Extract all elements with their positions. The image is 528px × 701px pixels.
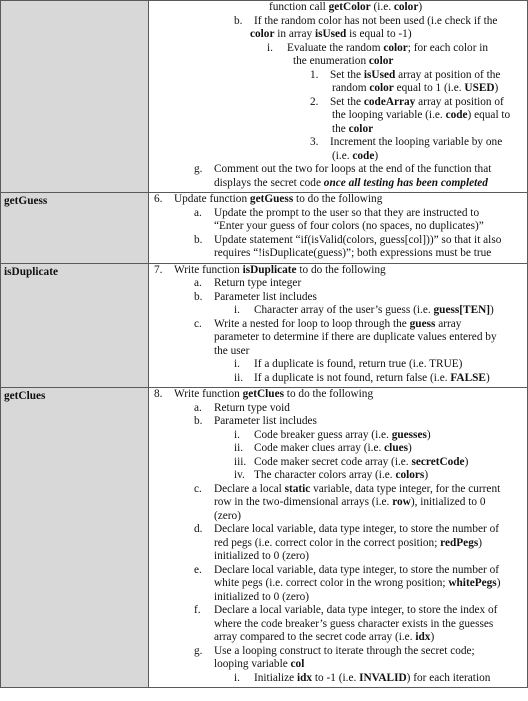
instruction-text: Update statement “if(isValid(colors, guess[col]))” so that it also xyxy=(214,233,502,246)
instruction-line xyxy=(149,358,525,372)
instruction-text: If a duplicate is found, return true (i.e. TRUE) xyxy=(254,358,463,370)
instructions-table-body xyxy=(1,1,528,688)
instruction-line xyxy=(149,631,525,645)
list-marker: 7. xyxy=(154,263,163,276)
bold-term: guess xyxy=(409,317,436,330)
bold-term: getGuess xyxy=(249,193,294,205)
bold-term: idx xyxy=(415,631,431,643)
instruction-line xyxy=(149,247,525,261)
instruction-text: Code maker clues array (i.e. clues) xyxy=(254,442,412,454)
instruction-text: the color xyxy=(332,122,374,135)
instruction-text: random color equal to 1 (i.e. USED) xyxy=(332,82,499,94)
table-row xyxy=(1,388,528,688)
bold-term: redPegs xyxy=(440,536,479,549)
instruction-text: Initialize idx to -1 (i.e. INVALID) for each iteration xyxy=(254,671,491,684)
function-name-cell: getClues xyxy=(1,388,149,688)
table-row xyxy=(1,263,528,388)
instruction-text: Write a nested for loop to loop through the guess array xyxy=(214,317,462,330)
instruction-line xyxy=(149,429,525,443)
instruction-text: the user xyxy=(214,344,250,357)
instruction-line xyxy=(149,220,525,234)
bold-term: color xyxy=(383,41,408,54)
instruction-line xyxy=(149,537,525,551)
instruction-text: initialized to 0 (zero) xyxy=(214,590,310,603)
instruction-line xyxy=(149,304,525,318)
instruction-line xyxy=(149,55,525,69)
instruction-text: Code breaker guess array (i.e. guesses) xyxy=(254,428,431,441)
list-marker: b. xyxy=(234,14,243,27)
instruction-line xyxy=(149,96,525,110)
instruction-text: Increment the looping variable by one xyxy=(330,136,503,148)
instruction-text: Code maker secret code array (i.e. secretCode) xyxy=(254,455,469,468)
instruction-text: (i.e. code) xyxy=(332,149,379,162)
list-marker: c. xyxy=(194,317,202,330)
instruction-line xyxy=(149,163,525,177)
instruction-line xyxy=(149,82,525,96)
instruction-text: red pegs (i.e. correct color in the correct position; redPegs) xyxy=(214,536,483,549)
bold-term: secretCode xyxy=(411,455,465,468)
instruction-text: Declare a local static variable, data type integer, for the current xyxy=(214,482,501,495)
instruction-line xyxy=(149,372,525,386)
list-marker: b. xyxy=(194,233,203,246)
list-marker: c. xyxy=(194,482,202,495)
list-marker: a. xyxy=(194,277,202,289)
list-marker: ii. xyxy=(234,442,244,454)
instruction-line xyxy=(149,291,525,305)
instruction-line xyxy=(149,69,525,83)
instruction-text: Update function getGuess to do the following xyxy=(174,193,383,205)
instruction-line xyxy=(149,645,525,659)
instruction-line xyxy=(149,177,525,191)
bold-term: color xyxy=(369,82,394,94)
instruction-line xyxy=(149,456,525,470)
instruction-text: Comment out the two for loops at the end of the function that xyxy=(214,163,492,175)
bold-term: codeArray xyxy=(363,95,416,108)
table-row xyxy=(1,1,528,193)
list-marker: i. xyxy=(234,358,240,370)
bold-term: code xyxy=(445,109,468,121)
list-marker: a. xyxy=(194,401,202,414)
bold-term: static xyxy=(284,482,311,495)
instruction-cell xyxy=(149,1,528,193)
instruction-text: Update the prompt to the user so that they are instructed to xyxy=(214,206,480,219)
instruction-text: the looping variable (i.e. code) equal to xyxy=(332,109,511,121)
bold-term: colors xyxy=(395,469,425,481)
bold-term: color xyxy=(393,1,419,13)
instruction-line xyxy=(149,388,525,402)
instruction-text: Set the codeArray array at position of xyxy=(330,95,504,108)
bold-term: getColor xyxy=(328,1,371,13)
instruction-line xyxy=(149,658,525,672)
list-marker: i. xyxy=(234,304,240,316)
list-marker: b. xyxy=(194,415,203,427)
instruction-line xyxy=(149,483,525,497)
list-marker: 8. xyxy=(154,388,163,400)
instruction-line xyxy=(149,234,525,248)
instruction-text: displays the secret code once all testing has been completed xyxy=(214,176,488,189)
instruction-line xyxy=(149,136,525,150)
instruction-text: color in array isUsed is equal to -1) xyxy=(250,28,412,40)
instruction-text: array compared to the secret code array (i.e. idx) xyxy=(214,631,435,643)
instruction-line xyxy=(149,331,525,345)
instruction-line xyxy=(149,618,525,632)
instruction-line xyxy=(149,402,525,416)
instruction-text: Write function getClues to do the following xyxy=(174,388,374,400)
instruction-line xyxy=(149,277,525,291)
list-marker: g. xyxy=(194,163,203,175)
instruction-text: Character array of the user’s guess (i.e. guess[TEN]) xyxy=(254,304,494,316)
bold-term: guess[TEN] xyxy=(433,304,491,316)
instruction-text: looping variable col xyxy=(214,658,305,670)
instruction-line xyxy=(149,577,525,591)
bold-term: idx xyxy=(296,671,313,684)
instruction-line xyxy=(149,564,525,578)
bold-term: USED xyxy=(464,82,495,94)
instruction-text: Declare local variable, data type integer, to store the number of xyxy=(214,563,499,576)
list-marker: i. xyxy=(234,428,240,441)
list-marker: 6. xyxy=(154,193,163,205)
instruction-text: If a duplicate is not found, return false (i.e. FALSE) xyxy=(254,371,490,384)
instruction-text: initialized to 0 (zero) xyxy=(214,550,310,562)
instruction-text: Parameter list includes xyxy=(214,415,317,427)
instruction-line xyxy=(149,109,525,123)
bold-term: row xyxy=(392,496,411,508)
bold-term: color xyxy=(348,122,374,135)
instruction-line xyxy=(149,150,525,164)
instruction-line xyxy=(149,496,525,510)
bold-term: guesses xyxy=(391,428,427,441)
list-marker: 1. xyxy=(310,68,319,81)
bold-term: INVALID xyxy=(359,671,407,684)
instruction-line xyxy=(149,442,525,456)
list-marker: ii. xyxy=(234,371,244,384)
list-marker: a. xyxy=(194,206,202,219)
instruction-line xyxy=(149,550,525,564)
instruction-text: (zero) xyxy=(214,509,241,522)
instruction-line xyxy=(149,123,525,137)
instruction-cell xyxy=(149,193,528,264)
list-marker: b. xyxy=(194,290,203,303)
instruction-text: If the random color has not been used (i.e check if the xyxy=(254,14,498,27)
bold-term: color xyxy=(250,28,275,40)
bold-term: whitePegs xyxy=(448,577,497,589)
instruction-line xyxy=(149,672,525,686)
list-marker: d. xyxy=(194,523,203,535)
list-marker: iii. xyxy=(234,455,247,468)
instruction-text: Parameter list includes xyxy=(214,290,317,303)
bold-term: clues xyxy=(384,442,409,454)
instruction-cell xyxy=(149,263,528,388)
instruction-line xyxy=(149,193,525,207)
list-marker: i. xyxy=(267,41,273,54)
instruction-text: Return type void xyxy=(214,401,290,414)
instruction-text: “Enter your guess of four colors (no spaces, no duplicates)” xyxy=(214,220,484,232)
instruction-text: Write function isDuplicate to do the following xyxy=(174,263,386,276)
instruction-line xyxy=(149,469,525,483)
instruction-line xyxy=(149,318,525,332)
instruction-text: The character colors array (i.e. colors) xyxy=(254,469,429,481)
instruction-cell xyxy=(149,388,528,688)
bold-term: getClues xyxy=(242,388,284,400)
bold-term: FALSE xyxy=(450,371,486,384)
instruction-line xyxy=(149,207,525,221)
table-row xyxy=(1,193,528,264)
instruction-line xyxy=(149,264,525,278)
list-marker: e. xyxy=(194,563,202,576)
list-marker: f. xyxy=(194,604,201,616)
bold-term: col xyxy=(290,658,305,670)
instruction-text: requires “!isDuplicate(guess)”; both expressions must be true xyxy=(214,247,492,259)
list-marker: 3. xyxy=(310,136,319,148)
list-marker: i. xyxy=(234,671,240,684)
instruction-text: Use a looping construct to iterate through the secret code; xyxy=(214,644,475,657)
instruction-text: Set the isUsed array at position of the xyxy=(330,68,501,81)
instruction-text: function call getColor (i.e. color) xyxy=(269,1,423,13)
instruction-line xyxy=(149,345,525,359)
instruction-line xyxy=(149,510,525,524)
list-marker: 2. xyxy=(310,95,319,108)
instruction-line xyxy=(149,1,525,15)
instruction-line xyxy=(149,42,525,56)
instruction-line xyxy=(149,415,525,429)
bold-term: isUsed xyxy=(363,68,396,81)
list-marker: g. xyxy=(194,644,203,657)
instruction-text: Return type integer xyxy=(214,277,302,289)
instruction-text: white pegs (i.e. correct color in the wrong position; whitePegs) xyxy=(214,577,501,589)
bold-term: isUsed xyxy=(314,28,347,40)
function-name-cell: isDuplicate xyxy=(1,263,149,388)
instruction-line xyxy=(149,523,525,537)
bold-term: color xyxy=(368,55,394,67)
instruction-line xyxy=(149,15,525,29)
list-marker: iv. xyxy=(234,469,245,481)
bold-term: isDuplicate xyxy=(242,263,297,276)
function-name-cell xyxy=(1,1,149,193)
instruction-text: the enumeration color xyxy=(293,55,394,67)
instruction-text: Declare a local variable, data type integer, to store the index of xyxy=(214,604,498,616)
instruction-line xyxy=(149,604,525,618)
instruction-text: parameter to determine if there are duplicate values entered by xyxy=(214,331,497,343)
instruction-text: Declare local variable, data type integer, to store the number of xyxy=(214,523,499,535)
instruction-text: Evaluate the random color; for each color in xyxy=(287,41,489,54)
bold-term: code xyxy=(352,149,375,162)
instruction-line xyxy=(149,591,525,605)
instruction-line xyxy=(149,28,525,42)
function-name-cell: getGuess xyxy=(1,193,149,264)
emphasis-text: once all testing has been completed xyxy=(323,176,488,189)
instruction-text: where the code breaker’s guess character exists in the guesses xyxy=(214,617,494,630)
instruction-text: row in the two-dimensional arrays (i.e. row), initialized to 0 xyxy=(214,496,486,508)
